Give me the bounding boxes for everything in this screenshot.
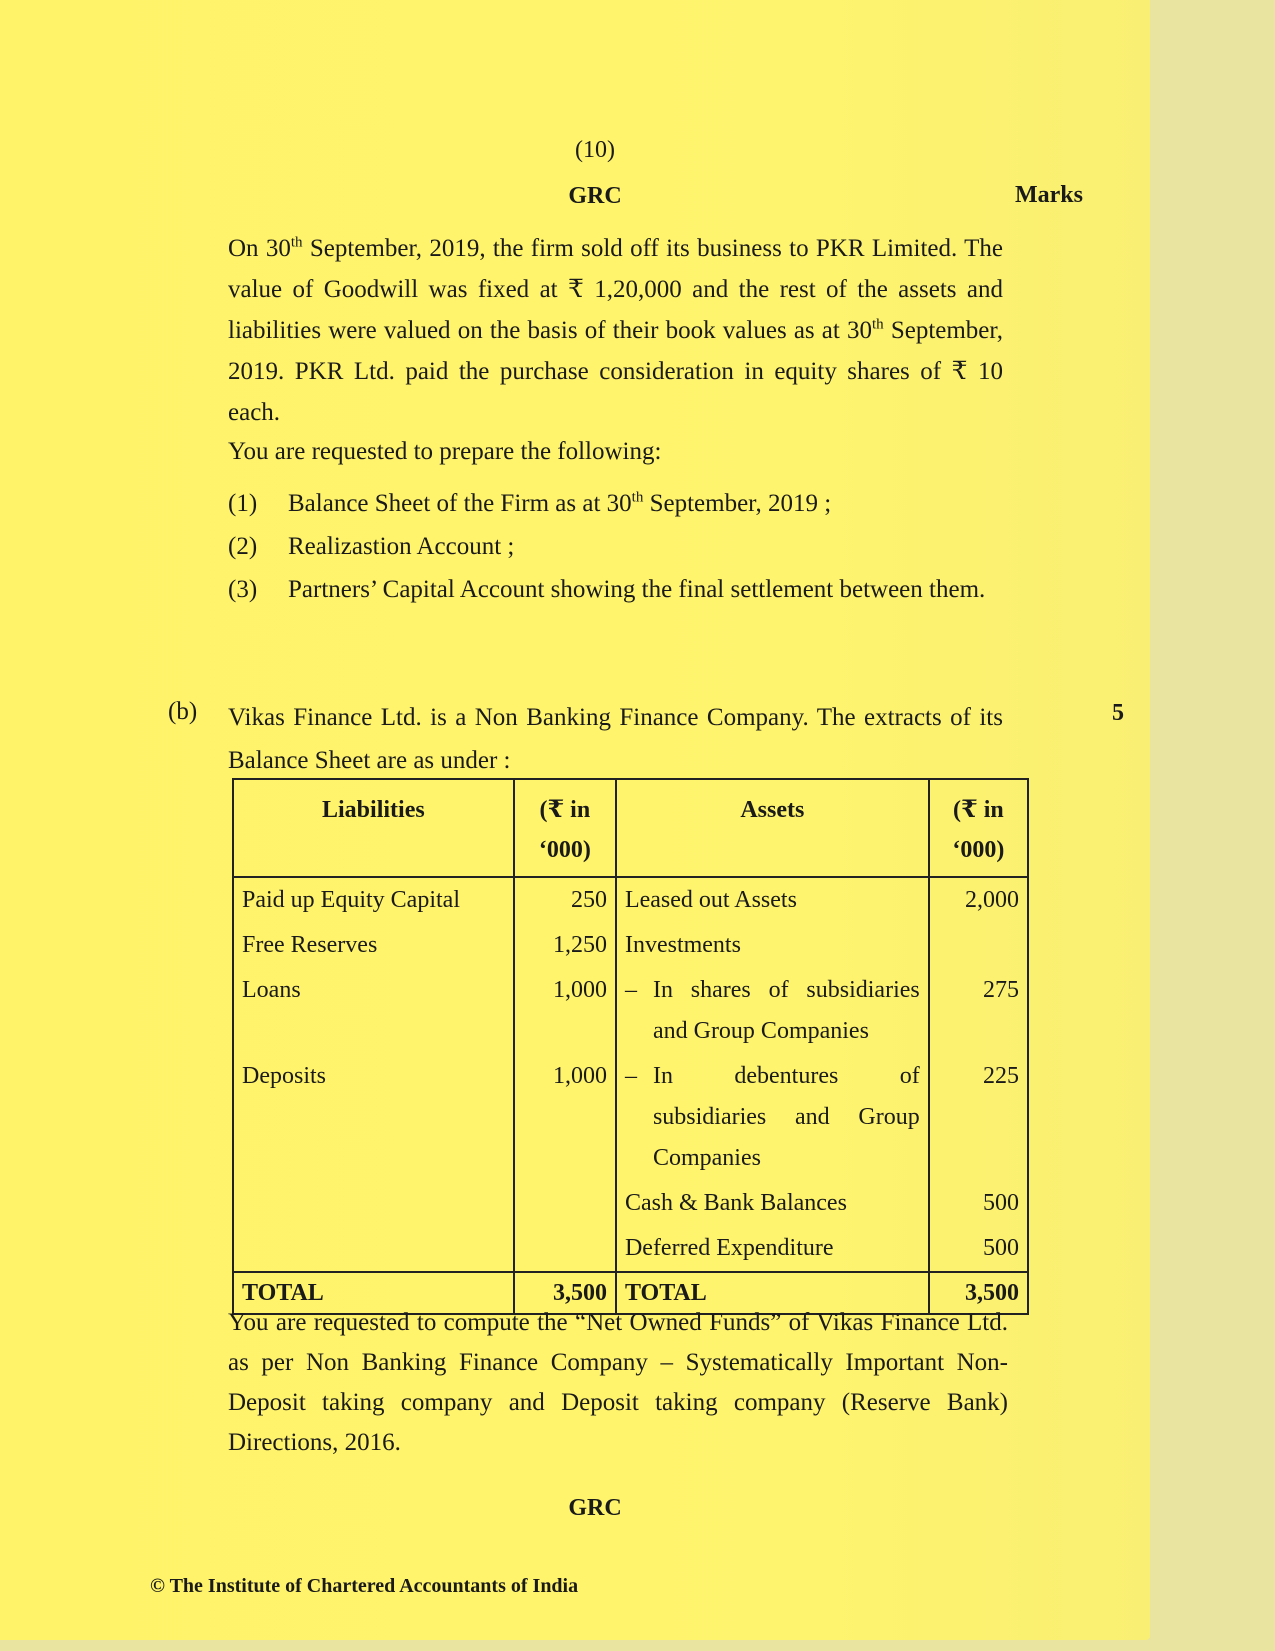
list-item	[228, 569, 1003, 610]
assets-amount-header: (₹ in ‘000)	[929, 779, 1028, 877]
asset-amount: 2,000	[929, 877, 1028, 923]
task-number: (3)	[228, 576, 258, 603]
liability-name: Paid up Equity Capital	[233, 877, 514, 923]
liability-name: Deposits	[233, 1054, 514, 1181]
table-header-row	[233, 779, 1028, 877]
task-list	[228, 483, 1003, 612]
intro-paragraph: On 30th September, 2019, the firm sold off its business to PKR Limited. The value of Goodwill was fixed at ₹ 1,20,000 and the rest of the assets and liabilities were valued on the basis of their book values as at 30th September, 2019. PKR Ltd. paid the purchase consideration in equity shares of ₹ 10 each.	[228, 234, 1003, 426]
table-row	[233, 877, 1028, 923]
assets-total-amount: 3,500	[929, 1272, 1028, 1314]
closing-paragraph: You are requested to compute the “Net Owned Funds” of Vikas Finance Ltd. as per Non Banking Finance Company – Systematically Important Non-Deposit taking company and Deposit taking company (Reserve Bank) Directions, 2016.	[228, 1309, 1008, 1456]
asset-name: – In shares of subsidiaries and Group Companies	[616, 968, 929, 1054]
list-item	[228, 483, 1003, 524]
asset-amount: 500	[929, 1181, 1028, 1226]
table-row	[233, 923, 1028, 968]
asset-name: Leased out Assets	[616, 877, 929, 923]
question-marks: 5	[1112, 700, 1124, 726]
balance-sheet-table	[232, 778, 1029, 1315]
assets-header: Assets	[616, 779, 929, 877]
asset-name: Deferred Expenditure	[616, 1226, 929, 1272]
liability-amount: 1,000	[514, 968, 616, 1054]
page-number: (10)	[575, 137, 615, 163]
liability-amount: 250	[514, 877, 616, 923]
liability-amount: 1,250	[514, 923, 616, 968]
liabilities-amount-header: (₹ in ‘000)	[514, 779, 616, 877]
asset-name: Cash & Bank Balances	[616, 1181, 929, 1226]
copyright-notice: © The Institute of Chartered Accountants of India	[150, 1575, 579, 1597]
asset-name: Investments	[616, 923, 929, 968]
asset-amount: 500	[929, 1226, 1028, 1272]
table-row	[233, 1226, 1028, 1272]
task-text: Realizastion Account ;	[288, 533, 515, 560]
liabilities-total-label: TOTAL	[233, 1272, 514, 1314]
asset-amount: 225	[929, 1054, 1028, 1181]
paper-code-footer: GRC	[568, 1495, 622, 1521]
question-part-label: (b)	[168, 698, 198, 725]
paper-code-header: GRC	[568, 183, 622, 209]
table-row	[233, 1054, 1028, 1181]
assets-total-label: TOTAL	[616, 1272, 929, 1314]
liabilities-header: Liabilities	[233, 779, 514, 877]
task-text: Partners’ Capital Account showing the final settlement between them.	[288, 576, 986, 603]
asset-amount: 275	[929, 968, 1028, 1054]
task-text: Balance Sheet of the Firm as at 30th September, 2019 ;	[288, 489, 832, 517]
table-row	[233, 968, 1028, 1054]
liabilities-total-amount: 3,500	[514, 1272, 616, 1314]
request-text: You are requested to prepare the following:	[228, 438, 662, 465]
question-part-text: Vikas Finance Ltd. is a Non Banking Finance Company. The extracts of its Balance Sheet are as under :	[228, 704, 1003, 774]
liability-amount: 1,000	[514, 1054, 616, 1181]
liability-name: Loans	[233, 968, 514, 1054]
task-number: (2)	[228, 533, 258, 560]
asset-amount	[929, 923, 1028, 968]
table-row	[233, 1181, 1028, 1226]
marks-column-header: Marks	[1015, 182, 1083, 208]
asset-name: – In debentures of subsidiaries and Group Companies	[616, 1054, 929, 1181]
list-item	[228, 526, 1003, 567]
task-number: (1)	[228, 490, 258, 517]
liability-name: Free Reserves	[233, 923, 514, 968]
